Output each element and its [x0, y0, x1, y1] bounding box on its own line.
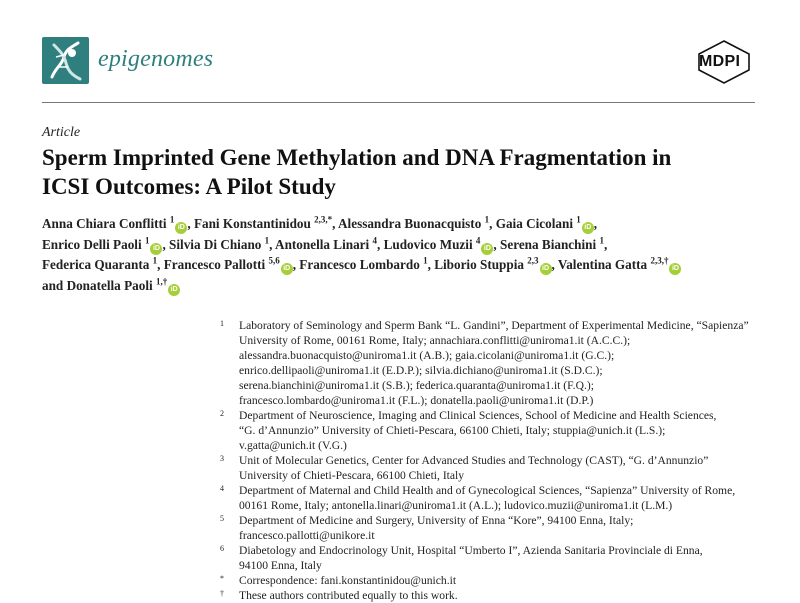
- affiliation-marker: 5: [220, 514, 224, 523]
- author-affiliation-marker: 1: [264, 235, 270, 246]
- affiliation-marker: 1: [220, 319, 224, 328]
- affiliation-marker: 2: [220, 409, 224, 418]
- affiliation-text-line: Laboratory of Seminology and Sperm Bank “L. Gandini”, Department of Experimental Medicine, “Sapienza”: [239, 319, 749, 332]
- affiliation-text-line: Department of Neuroscience, Imaging and Clinical Sciences, School of Medicine and Health Sciences,: [239, 409, 717, 422]
- author-name: [338, 216, 489, 231]
- affiliation-text-line: Correspondence: fani.konstantinidou@unich.it: [239, 574, 457, 587]
- author-name-text: Francesco Pallotti: [163, 257, 266, 272]
- orcid-icon[interactable]: iD: [582, 222, 594, 234]
- author-name-text: Antonella Linari: [275, 236, 370, 252]
- author-name-text: Alessandra Buonacquisto: [338, 216, 482, 231]
- author-name-text: Silvia Di Chiano: [169, 236, 262, 252]
- author-affiliation-marker: 1: [423, 255, 428, 266]
- author-name-text: Serena Bianchini: [500, 236, 597, 252]
- affiliation-entry: [220, 453, 780, 483]
- orcid-icon[interactable]: iD: [175, 222, 187, 234]
- affiliation-text-line: Department of Maternal and Child Health and of Gynecological Sciences, “Sapienza” University of Rome,: [239, 484, 736, 497]
- author-affiliation-marker: 1: [484, 214, 490, 225]
- author-affiliation-marker: 5,6: [268, 255, 280, 266]
- affiliation-list: [220, 318, 780, 603]
- orcid-icon[interactable]: iD: [669, 263, 681, 275]
- publisher-logo-text: MDPI: [699, 53, 741, 70]
- author-name: [434, 257, 551, 272]
- title-line: ICSI Outcomes: A Pilot Study: [42, 174, 336, 199]
- author-name-text: Liborio Stuppia: [434, 257, 524, 272]
- affiliation-entry: [220, 408, 780, 453]
- author-name-text: Ludovico Muzii: [383, 236, 473, 252]
- affiliation-entry: [220, 588, 780, 603]
- header-divider: [42, 102, 755, 103]
- affiliation-entry: [220, 513, 780, 543]
- journal-header: [42, 37, 755, 103]
- affiliation-marker: *: [220, 574, 224, 583]
- affiliation-entry: [220, 543, 780, 573]
- orcid-icon[interactable]: iD: [150, 243, 162, 255]
- affiliation-text-line: These authors contributed equally to this work.: [239, 589, 458, 602]
- affiliation-entry: [220, 483, 780, 513]
- affiliation-text-line: University of Rome, 00161 Rome, Italy; annachiara.conflitti@uniroma1.it (A.C.C.);: [239, 334, 631, 347]
- affiliation-marker: †: [220, 589, 224, 598]
- author-name: [299, 257, 427, 272]
- affiliation-text-line: francesco.lombardo@uniroma1.it (F.L.); donatella.paoli@uniroma1.it (D.P.): [239, 394, 594, 407]
- affiliation-text-line: University of Chieti-Pescara, 66100 Chieti, Italy: [239, 469, 465, 482]
- author-name-text: Francesco Lombardo: [299, 257, 420, 272]
- affiliation-entry: [220, 573, 780, 588]
- author-affiliation-marker: 1: [169, 214, 175, 225]
- author-name: [384, 237, 494, 252]
- affiliation-text-line: Unit of Molecular Genetics, Center for Advanced Studies and Technology (CAST), “G. d’Annunzio”: [239, 454, 709, 467]
- orcid-icon[interactable]: iD: [540, 263, 552, 275]
- author-connector: and: [42, 277, 64, 293]
- author-affiliation-marker: 2,3: [527, 255, 539, 266]
- author-name-text: Anna Chiara Conflitti: [42, 216, 167, 231]
- affiliation-text-line: 00161 Rome, Italy; antonella.linari@uniroma1.it (A.L.); ludovico.muzii@uniroma1.it (L.M.): [239, 499, 673, 512]
- journal-name: epigenomes: [98, 46, 214, 72]
- author-name: [500, 237, 604, 252]
- author-affiliation-marker: 4: [475, 235, 481, 246]
- author-name: [67, 278, 181, 293]
- mdpi-logo-icon: [695, 39, 753, 85]
- author-affiliation-marker: 2,3,†: [650, 255, 669, 266]
- affiliation-text-line: francesco.pallotti@unikore.it: [239, 529, 375, 542]
- affiliation-text-line: Department of Medicine and Surgery, University of Enna “Kore”, 94100 Enna, Italy;: [239, 514, 634, 527]
- author-name: [558, 257, 682, 272]
- author-name: [164, 257, 293, 272]
- affiliation-text-line: serena.bianchini@uniroma1.it (S.B.); federica.quaranta@uniroma1.it (F.Q.);: [239, 379, 594, 392]
- orcid-icon[interactable]: iD: [481, 243, 493, 255]
- author-name: [42, 216, 187, 231]
- affiliation-text-line: v.gatta@unich.it (V.G.): [239, 439, 347, 452]
- author-name: [42, 257, 157, 272]
- author-name: [275, 237, 377, 252]
- author-name-text: Donatella Paoli: [66, 277, 153, 293]
- author-name-text: Valentina Gatta: [557, 257, 648, 272]
- author-affiliation-marker: 4: [372, 235, 377, 246]
- author-name: [42, 237, 162, 252]
- affiliation-marker: 3: [220, 454, 224, 463]
- author-name-text: Fani Konstantinidou: [193, 216, 311, 231]
- author-affiliation-marker: 2,3,*: [314, 214, 333, 225]
- author-affiliation-marker: 1: [144, 235, 150, 246]
- author-affiliation-marker: 1: [599, 235, 604, 246]
- orcid-icon[interactable]: iD: [281, 263, 293, 275]
- affiliation-marker: 6: [220, 544, 224, 553]
- author-name-text: Federica Quaranta: [42, 257, 150, 272]
- article-type-label: Article: [42, 125, 81, 140]
- article-title: [42, 143, 772, 201]
- author-name: [496, 216, 594, 231]
- journal-logo-icon: [42, 37, 89, 84]
- author-affiliation-marker: 1,†: [155, 276, 168, 287]
- author-name-text: Enrico Delli Paoli: [42, 236, 142, 252]
- author-name: [169, 237, 269, 252]
- affiliation-text-line: “G. d’Annunzio” University of Chieti-Pescara, 66100 Chieti, Italy; stuppia@unich.it (L.S.);: [239, 424, 666, 437]
- author-name: [194, 216, 332, 231]
- title-line: Sperm Imprinted Gene Methylation and DNA Fragmentation in: [42, 145, 672, 170]
- author-list: Anna Chiara Conflitti $^1$iD , Fani Konstantinidou $^{2,3,*}$, Alessandra Buonacquisto $^1$, Gaia Cicolani $^1$iD , Enrico Delli Paoli $^1$iD , Silvia Di Chiano $^1$, Antonella Linari $^4$, Ludovico Muzii $^4$iD , Serena Bianchini $^1$, Federica Quaranta $^1$, Francesco Pallotti $^{5,6}$iD , Francesco Lombardo $^1$, Liborio Stuppia $^{2,3}$iD , Valentina Gatta $^{2,3,\dagger}$iD and Donatella Paoli $^{1,\dagger}$iD: [42, 214, 772, 296]
- affiliation-text-line: enrico.dellipaoli@uniroma1.it (E.D.P.); silvia.dichiano@uniroma1.it (S.D.C.);: [239, 364, 603, 377]
- orcid-icon[interactable]: iD: [168, 284, 180, 296]
- affiliation-text-line: alessandra.buonacquisto@uniroma1.it (A.B.); gaia.cicolani@uniroma1.it (G.C.);: [239, 349, 615, 362]
- author-affiliation-marker: 1: [576, 214, 581, 225]
- affiliation-text-line: 94100 Enna, Italy: [239, 559, 322, 572]
- affiliation-marker: 4: [220, 484, 224, 493]
- affiliation-entry: [220, 318, 780, 408]
- affiliation-text-line: Diabetology and Endocrinology Unit, Hospital “Umberto I”, Azienda Sanitaria Provinciale di Enna,: [239, 544, 703, 557]
- author-affiliation-marker: 1: [152, 255, 158, 266]
- author-name-text: Gaia Cicolani: [495, 216, 573, 231]
